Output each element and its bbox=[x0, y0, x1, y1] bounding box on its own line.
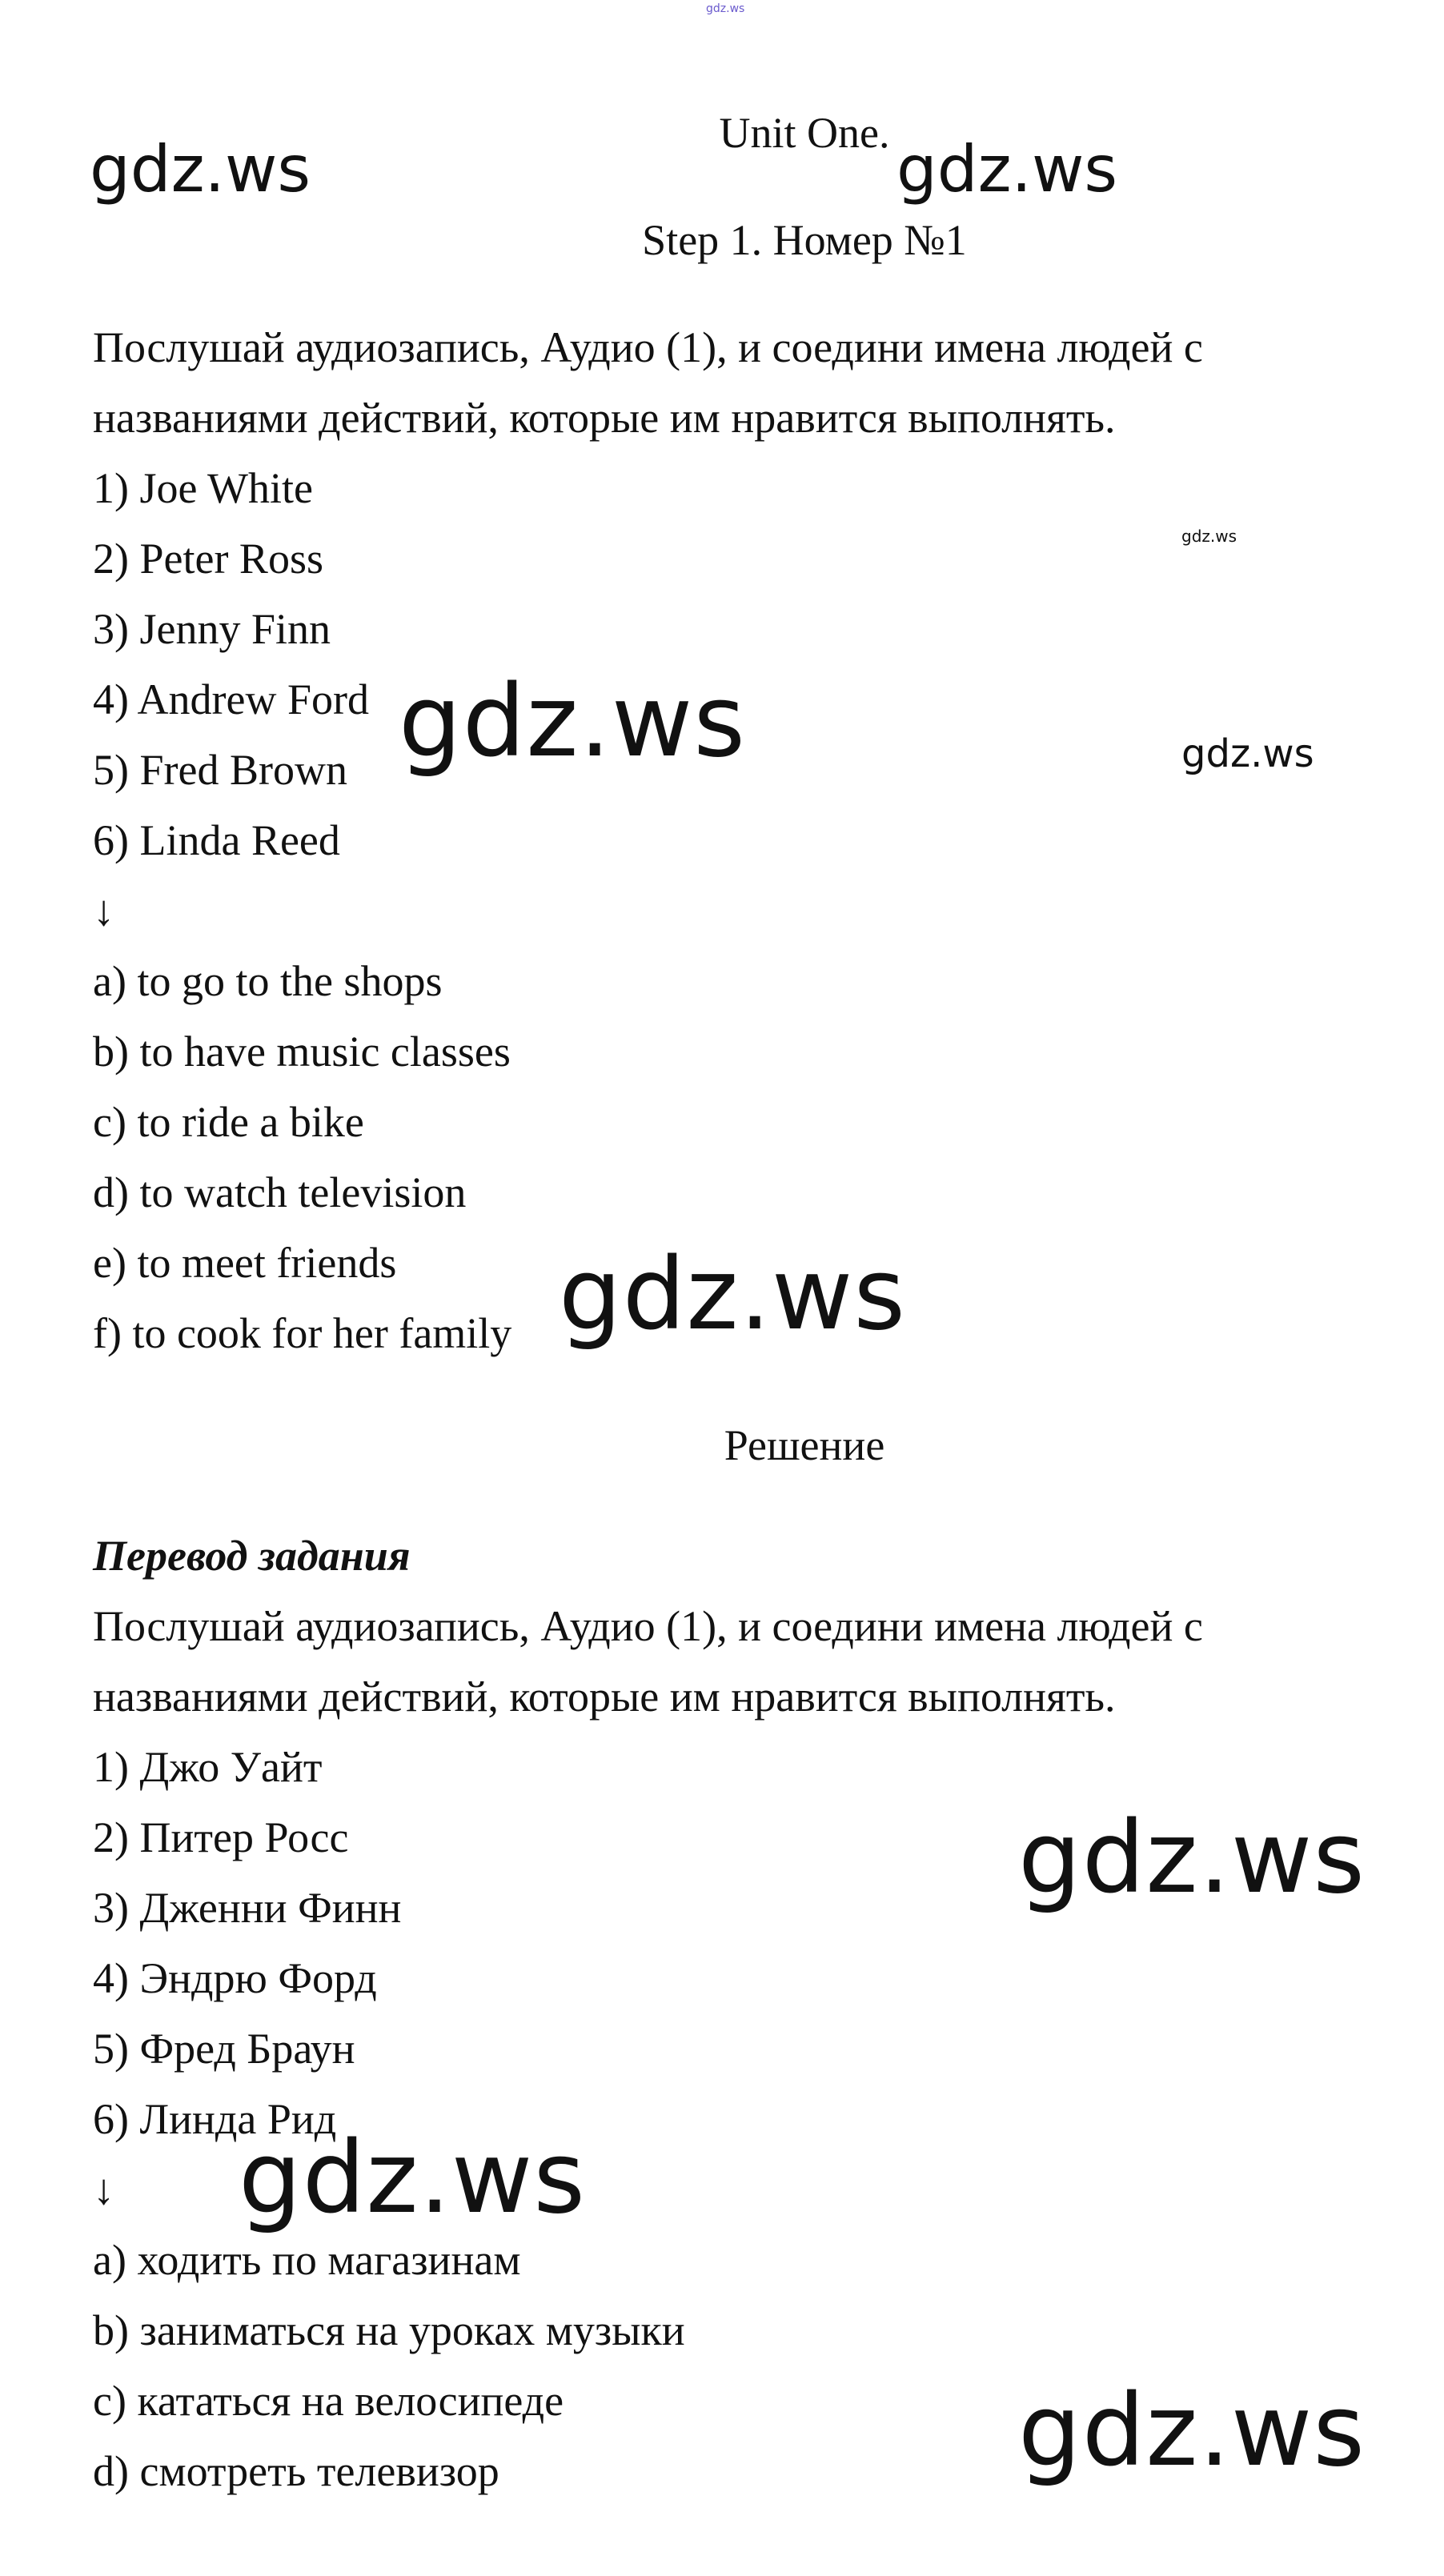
watermark: gdz.ws bbox=[896, 132, 1118, 206]
solution-instruction-line-2: названиями действий, которые им нравится выполнять. bbox=[93, 1673, 1116, 1721]
step-subtitle: Step 1. Номер №1 bbox=[642, 216, 967, 264]
list-item: e) to meet friends bbox=[93, 1239, 397, 1287]
list-item: d) смотреть телевизор bbox=[93, 2447, 499, 2495]
watermark: gdz.ws bbox=[1181, 527, 1237, 546]
watermark: gdz.ws bbox=[1181, 731, 1314, 776]
list-item: c) кататься на велосипеде bbox=[93, 2377, 564, 2425]
list-item: 3) Jenny Finn bbox=[93, 605, 331, 653]
watermark: gdz.ws bbox=[1018, 2374, 1366, 2489]
list-item: 3) Дженни Финн bbox=[93, 1884, 402, 1932]
task-instruction-line-1: Послушай аудиозапись, Аудио (1), и соедини имена людей с bbox=[93, 323, 1203, 371]
watermark: gdz.ws bbox=[559, 1237, 906, 1352]
watermark: gdz.ws bbox=[239, 2121, 586, 2236]
list-item: 5) Fred Brown bbox=[93, 746, 347, 794]
arrow-down-icon: ↓ bbox=[93, 2165, 114, 2213]
solution-instruction-line-1: Послушай аудиозапись, Аудио (1), и соедини имена людей с bbox=[93, 1602, 1203, 1650]
list-item: f) to cook for her family bbox=[93, 1309, 512, 1357]
task-instruction-line-2: названиями действий, которые им нравится выполнять. bbox=[93, 394, 1116, 442]
list-item: 1) Joe White bbox=[93, 464, 313, 512]
list-item: 4) Эндрю Форд bbox=[93, 1954, 377, 2002]
list-item: 4) Andrew Ford bbox=[93, 675, 369, 723]
arrow-down-icon: ↓ bbox=[93, 887, 114, 935]
translation-heading: Перевод задания bbox=[93, 1532, 411, 1580]
watermark: gdz.ws bbox=[90, 132, 311, 206]
list-item: 2) Peter Ross bbox=[93, 535, 323, 583]
list-item: 6) Linda Reed bbox=[93, 816, 340, 864]
list-item: d) to watch television bbox=[93, 1168, 467, 1216]
watermark: gdz.ws bbox=[1018, 1801, 1366, 1916]
list-item: 1) Джо Уайт bbox=[93, 1743, 323, 1791]
unit-title: Unit One. bbox=[719, 109, 890, 157]
watermark: gdz.ws bbox=[706, 2, 745, 15]
list-item: 6) Линда Рид bbox=[93, 2095, 337, 2143]
list-item: c) to ride a bike bbox=[93, 1098, 364, 1146]
list-item: b) заниматься на уроках музыки bbox=[93, 2306, 685, 2354]
solution-heading: Решение bbox=[724, 1421, 885, 1469]
list-item: a) ходить по магазинам bbox=[93, 2236, 521, 2284]
list-item: 2) Питер Росс bbox=[93, 1813, 349, 1861]
list-item: a) to go to the shops bbox=[93, 957, 443, 1005]
list-item: 5) Фред Браун bbox=[93, 2025, 355, 2073]
watermark: gdz.ws bbox=[399, 664, 746, 779]
list-item: b) to have music classes bbox=[93, 1028, 511, 1076]
